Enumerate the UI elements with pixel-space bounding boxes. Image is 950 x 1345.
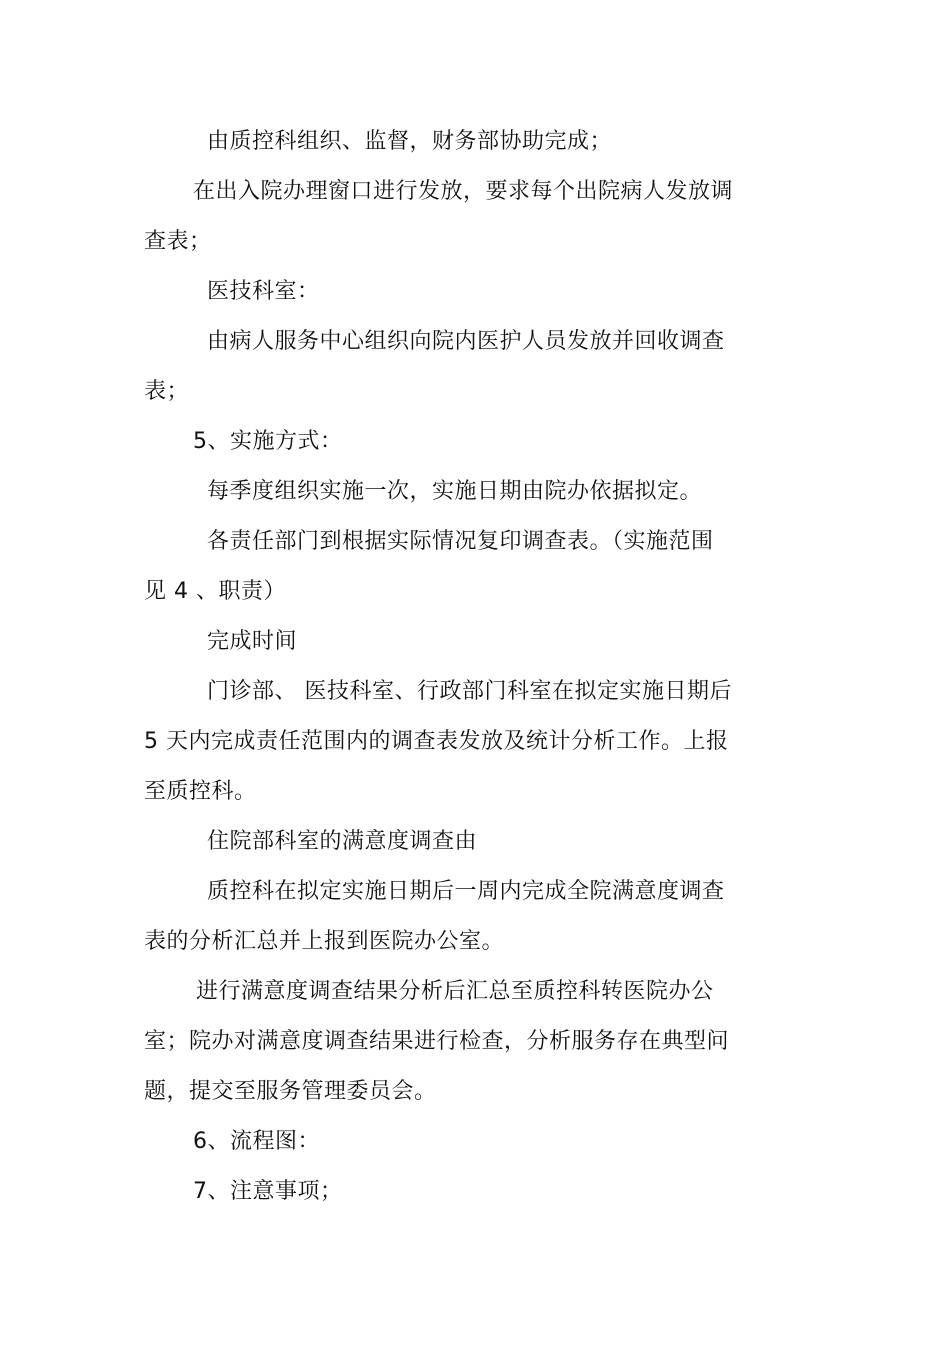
section-heading-6: 6、流程图：	[193, 1129, 320, 1154]
text-line-20: 题，提交至服务管理委员会。	[144, 1079, 437, 1104]
text-line-12: 门诊部、 医技科室、行政部门科室在拟定实施日期后	[207, 679, 732, 704]
text-line-13: 5 天内完成责任范围内的调查表发放及统计分析工作。上报	[144, 729, 729, 754]
text-line-5: 由病人服务中心组织向院内医护人员发放并回收调查	[207, 329, 725, 354]
text-line-18: 进行满意度调查结果分析后汇总至质控科转医院办公	[196, 979, 714, 1004]
text-line-2: 在出入院办理窗口进行发放，要求每个出院病人发放调	[193, 179, 734, 204]
text-line-17: 表的分析汇总并上报到医院办公室。	[144, 929, 505, 954]
text-line-14: 至质控科。	[144, 779, 257, 804]
text-line-9: 各责任部门到根据实际情况复印调查表。（实施范围	[207, 529, 714, 554]
text-line-11: 完成时间	[207, 629, 298, 654]
text-line-15: 住院部科室的满意度调查由	[207, 829, 478, 854]
text-line-19: 室；院办对满意度调查结果进行检查，分析服务存在典型问	[144, 1029, 730, 1054]
section-heading-5: 5、实施方式：	[193, 429, 343, 454]
text-line-16: 质控科在拟定实施日期后一周内完成全院满意度调查	[207, 879, 725, 904]
text-line-10: 见 4 、职责）	[144, 579, 286, 604]
section-heading-7: 7、注意事项；	[193, 1179, 343, 1204]
text-line-4: 医技科室：	[207, 279, 320, 304]
text-line-3: 查表；	[144, 229, 212, 254]
text-line-8: 每季度组织实施一次，实施日期由院办依据拟定。	[207, 479, 703, 504]
text-line-6: 表；	[144, 379, 190, 404]
text-line-1: 由质控科组织、监督，财务部协助完成；	[207, 129, 613, 154]
